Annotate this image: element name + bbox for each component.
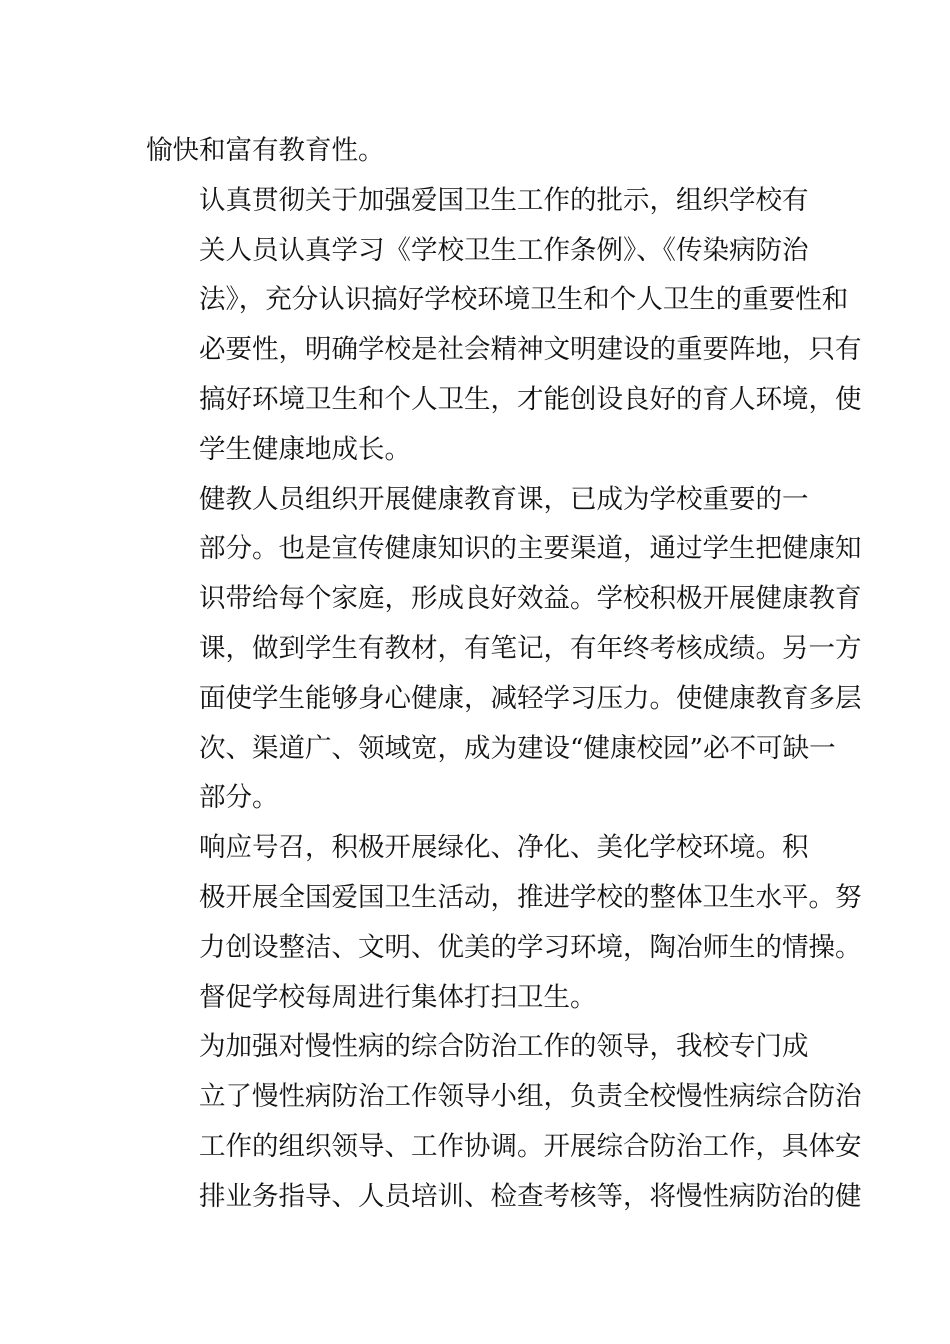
document-body — [146, 126, 862, 1222]
paragraph-2 — [146, 176, 862, 475]
paragraph-1 — [146, 126, 806, 176]
paragraph-3 — [146, 475, 862, 824]
text-line: 关人员认真学习《学校卫生工作条例》、《传染病防治 — [199, 234, 809, 266]
text-line: 次、渠道广、领域宽，成为建设“健康校园”必不可缺一 — [199, 732, 836, 764]
text-line: 响应号召，积极开展绿化、净化、美化学校环境。积 — [199, 832, 809, 864]
paragraph-5 — [146, 1022, 862, 1221]
text-line: 极开展全国爱国卫生活动，推进学校的整体卫生水平。努 — [199, 881, 862, 913]
text-line: 必要性，明确学校是社会精神文明建设的重要阵地，只有 — [199, 334, 862, 366]
text-line: 课，做到学生有教材，有笔记，有年终考核成绩。另一方 — [199, 632, 862, 664]
text-line: 立了慢性病防治工作领导小组，负责全校慢性病综合防治 — [199, 1081, 862, 1113]
text-line: 督促学校每周进行集体打扫卫生。 — [199, 981, 597, 1013]
text-line: 识带给每个家庭，形成良好效益。学校积极开展健康教育 — [199, 583, 862, 615]
text-line: 面使学生能够身心健康，减轻学习压力。使健康教育多层 — [199, 682, 862, 714]
text-line: 为加强对慢性病的综合防治工作的领导，我校专门成 — [199, 1031, 809, 1063]
text-line: 法》，充分认识搞好学校环境卫生和个人卫生的重要性和 — [199, 284, 849, 316]
text-line: 力创设整洁、文明、优美的学习环境，陶冶师生的情操。 — [199, 931, 862, 963]
text-line: 健教人员组织开展健康教育课，已成为学校重要的一 — [199, 483, 809, 515]
text-line: 部分。也是宣传健康知识的主要渠道，通过学生把健康知 — [199, 533, 862, 565]
text-line: 工作的组织领导、工作协调。开展综合防治工作，具体安 — [199, 1130, 862, 1162]
text-line: 认真贯彻关于加强爱国卫生工作的批示，组织学校有 — [199, 184, 809, 216]
paragraph-4 — [146, 823, 862, 1022]
text-line: 部分。 — [199, 782, 279, 814]
text-line: 排业务指导、人员培训、检查考核等，将慢性病防治的健 — [199, 1180, 862, 1212]
text-line: 学生健康地成长。 — [199, 433, 411, 465]
text-line: 愉快和富有教育性。 — [146, 135, 385, 166]
text-line: 搞好环境卫生和个人卫生，才能创设良好的育人环境，使 — [199, 383, 862, 415]
